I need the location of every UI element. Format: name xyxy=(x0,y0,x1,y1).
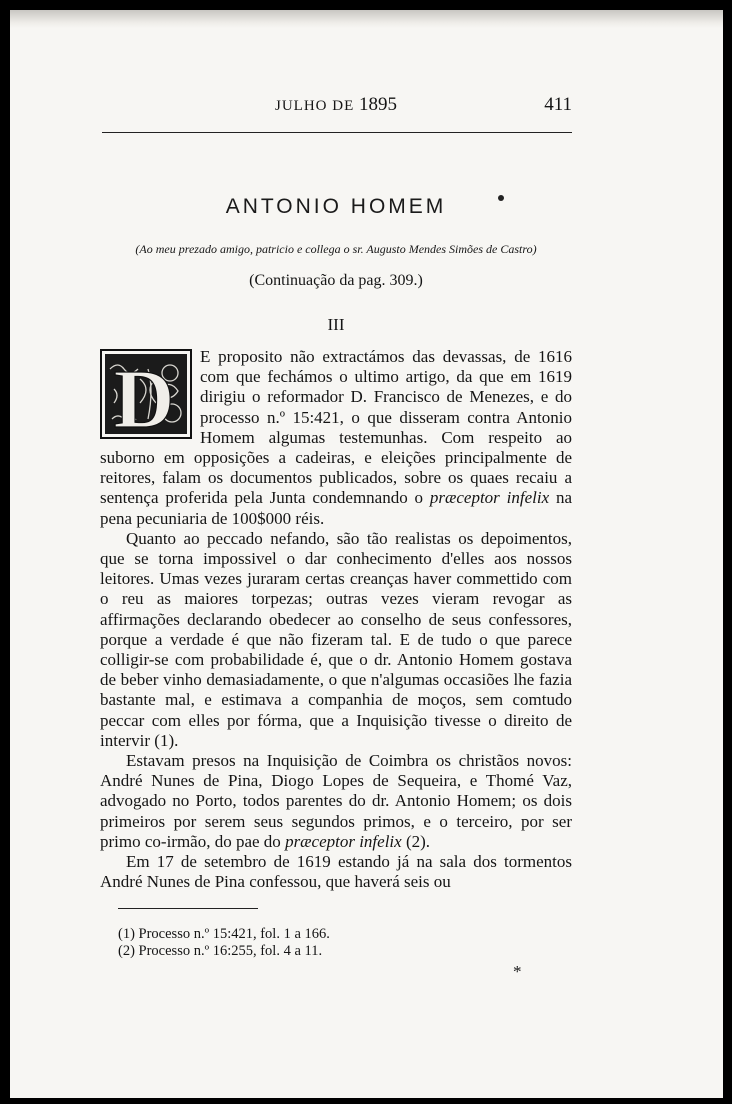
paragraph-3-text-b: (2). xyxy=(401,831,431,851)
paragraph-3-text-a: Estavam presos na Inquisição de Coimbra os christãos novos: André Nunes de Pina, Diogo Lopes de Sequeira, e Thomé Vaz, advogado no Porto, todos parentes do dr. Antonio Homem; os dois primeiros por serem seus segundos primos, e o terceiro, por ser primo co-irmão, do pae do xyxy=(100,751,572,851)
paragraph-4-text: Em 17 de setembro de 1619 estando já na sala dos tormentos André Nunes de Pina confessou, que haverá seis ou xyxy=(100,852,572,892)
footnote-rule xyxy=(118,908,258,909)
continuation-note: (Continuação da pag. 309.) xyxy=(249,272,423,289)
article-title: ANTONIO HOMEM xyxy=(225,195,447,218)
running-title-prefix: JULHO DE xyxy=(275,98,355,114)
paragraph-2 xyxy=(100,529,572,751)
page xyxy=(10,10,723,1098)
end-mark: * xyxy=(513,962,522,981)
running-header xyxy=(100,94,572,120)
footnote-1: (1) Processo n.º 15:421, fol. 1 a 166. xyxy=(118,926,330,942)
dedication: (Ao meu prezado amigo, patricio e collega o sr. Augusto Mendes Simões de Castro) xyxy=(135,242,537,256)
paragraph-1-text-a: E proposito não extractámos das devassas, de 1616 com que fechámos o ultimo artigo, da que em 1619 dirigiu o reformador D. Francisco de Menezes, e do processo n.º 15:421, o que disseram contra Antonio Homem algumas testemunhas. Com respeito ao suborno em opposições a cadeiras, e eleições principalmente de reitores, falam os documentos publicados, sobre os quaes recaiu a sentença proferida pela Junta condemnando o xyxy=(100,347,572,508)
paragraph-1-text-b: na pena pecuniaria de 100$000 réis. xyxy=(100,488,573,528)
paragraph-3 xyxy=(100,751,572,852)
header-rule xyxy=(102,132,572,133)
paragraph-4 xyxy=(100,852,572,892)
footnote-2: (2) Processo n.º 16:255, fol. 4 a 11. xyxy=(118,943,323,959)
scan-edge xyxy=(10,10,723,28)
dropcap-letter: D xyxy=(113,353,175,439)
running-title-year: 1895 xyxy=(359,94,397,115)
paragraph-2-text: Quanto ao peccado nefando, são tão realistas os depoimentos, que se torna impossivel o dar conhecimento d'elles aos nossos leitores. Umas vezes juraram certas creanças haver commettido com o reu as maiores torpezas; outras vezes vieram revogar as affirmações declarando obedecer ao conselho de seus confessores, porque a verdade é que não fizeram tal. E de tudo o que parece colligir-se com probabilidade é, que o dr. Antonio Homem gostava de beber vinho demasiadamente, o que n'algumas occasiões lhe fazia bastante mal, e estimava a companhia de moços, sem comtudo peccar com elles por fórma, que a Inquisição tivesse o direito de intervir (1). xyxy=(100,528,572,750)
paragraph-3-italic: præceptor infelix xyxy=(285,831,402,851)
ornamental-dropcap xyxy=(100,349,192,439)
paragraph-1-italic: præceptor infelix xyxy=(429,488,550,508)
section-number: III xyxy=(327,315,345,334)
ink-spot xyxy=(498,195,504,201)
page-number: 411 xyxy=(544,94,572,115)
footnotes xyxy=(118,926,558,960)
running-title xyxy=(100,94,572,116)
body-text xyxy=(100,347,572,892)
